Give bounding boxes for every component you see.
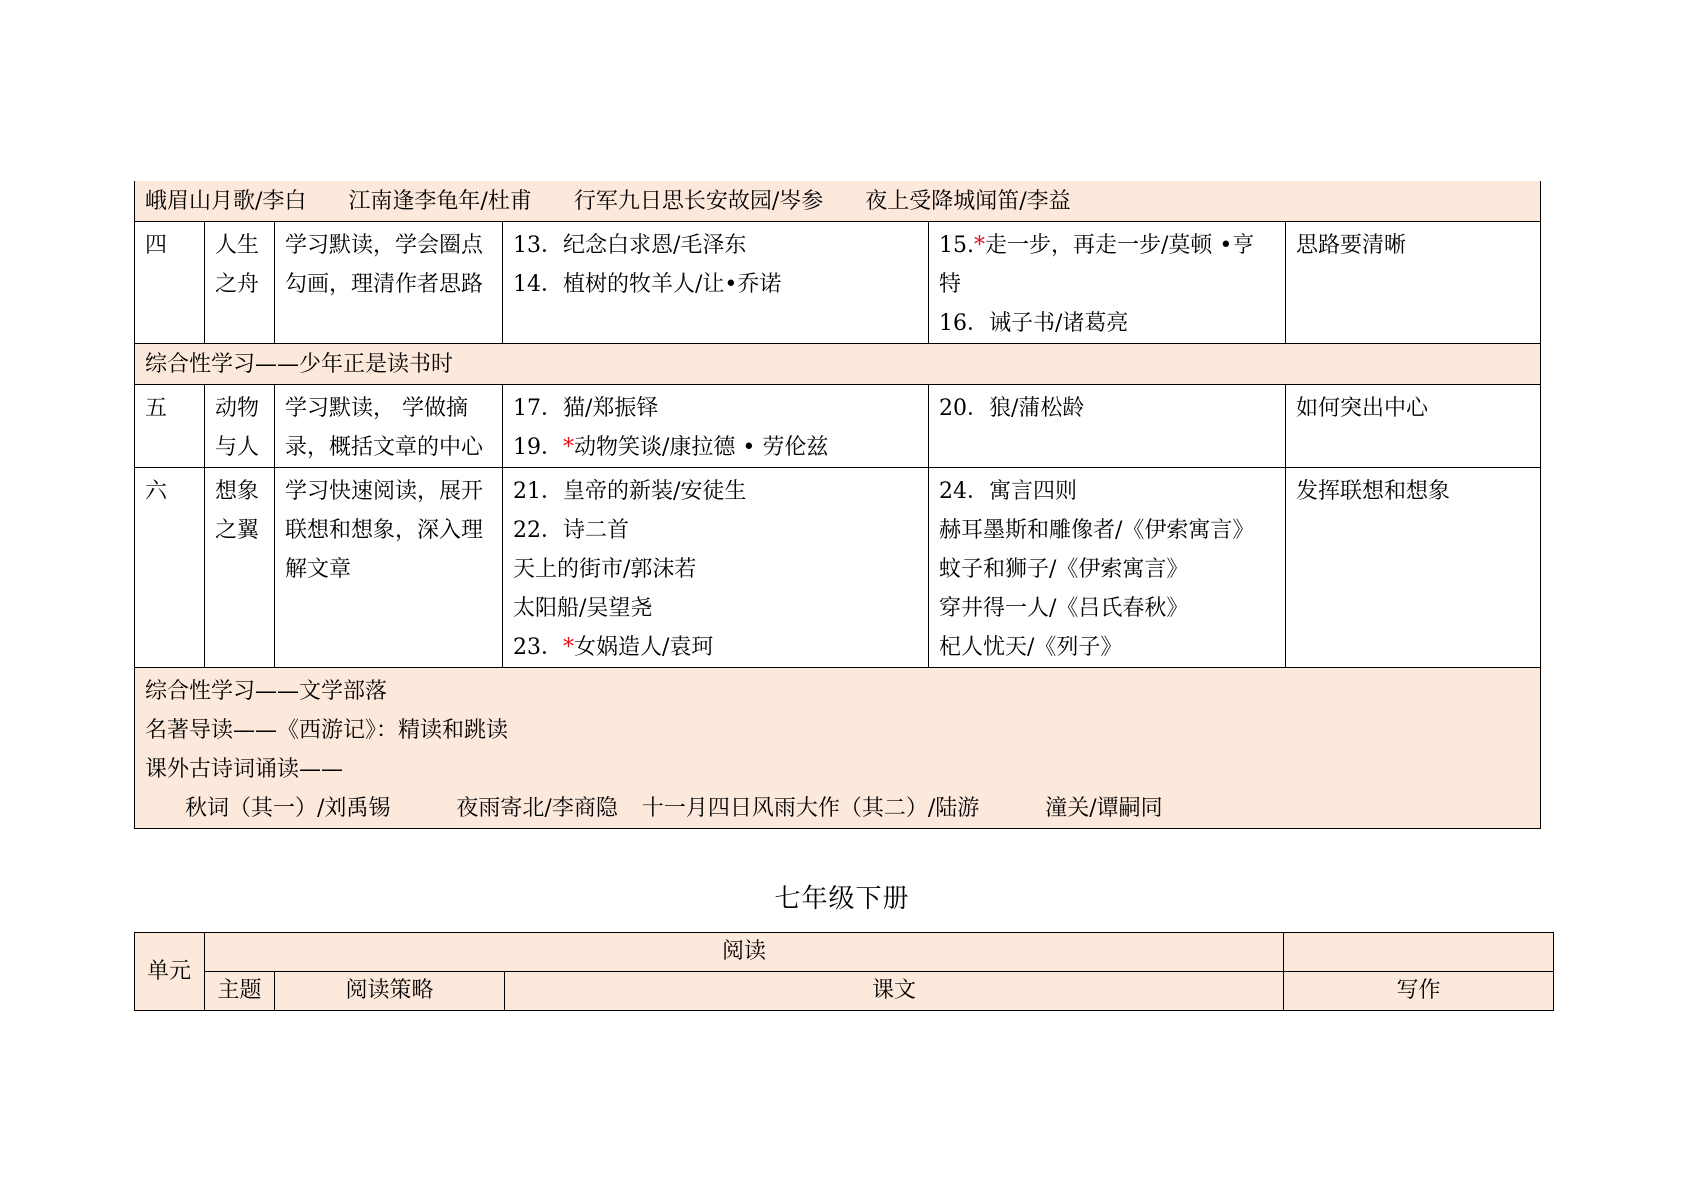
lesson-line (939, 226, 1275, 265)
lesson-text: 皇帝的新装/安徒生 (563, 479, 747, 504)
lesson-line (513, 265, 918, 304)
lesson-num: 16． (939, 311, 989, 336)
lessons-a (503, 385, 929, 468)
header-row-1 (135, 933, 1554, 972)
poem-item: 夜雨寄北/李商隐 (456, 796, 618, 821)
lesson-num: 17． (513, 396, 563, 421)
section-title: 七年级下册 (774, 884, 910, 914)
poem-item: 潼关/谭嗣同 (1045, 796, 1163, 821)
poem-item: 夜上受降城闻笛/李益 (865, 189, 1071, 214)
poem-item: 江南逢李龟年/杜甫 (348, 189, 532, 214)
lesson-line (513, 511, 918, 550)
strategy-line: 学习默读， 学做摘 (285, 396, 468, 421)
lesson-num: 24． (939, 479, 989, 504)
strategy-line: 录，概括文章的中心 (285, 435, 484, 460)
strategy-line: 学习默读，学会圈点 (285, 233, 484, 258)
curriculum-table-upper (134, 181, 1541, 829)
unit-row-6 (135, 468, 1541, 668)
lesson-num: 13． (513, 233, 563, 258)
bottom-band-cell (135, 668, 1541, 829)
writing-topic: 如何突出中心 (1286, 385, 1541, 468)
lesson-line (513, 550, 918, 589)
unit-theme (205, 222, 275, 344)
lesson-text: 诗二首 (563, 518, 630, 543)
lesson-text: 赫耳墨斯和雕像者/《伊索寓言》 (939, 518, 1255, 543)
asterisk-mark: * (563, 635, 574, 660)
lesson-text: 猫/郑振铎 (563, 396, 659, 421)
lesson-text: 诫子书/诸葛亮 (989, 311, 1129, 336)
strategy-line: 学习快速阅读，展开 (285, 479, 484, 504)
theme-line: 之舟 (215, 272, 260, 297)
poem-band-top (135, 181, 1541, 222)
lessons-a (503, 222, 929, 344)
lesson-line (939, 304, 1275, 343)
strategy-header: 阅读策略 (275, 972, 505, 1011)
lesson-line (939, 511, 1275, 550)
unit-number: 六 (135, 468, 205, 668)
writing-header: 写作 (1284, 972, 1554, 1011)
strategy-line: 勾画，理清作者思路 (285, 272, 484, 297)
asterisk-mark: * (974, 233, 985, 258)
lesson-line (939, 589, 1275, 628)
reading-strategy (275, 385, 503, 468)
lesson-text: 植树的牧羊人/让•乔诺 (563, 272, 782, 297)
bottom-band (135, 668, 1541, 829)
lessons-b (929, 468, 1286, 668)
lesson-line (513, 226, 918, 265)
blank-header (1284, 933, 1554, 972)
lesson-num: 14． (513, 272, 563, 297)
lesson-text: 寓言四则 (989, 479, 1078, 504)
theme-line: 动物 (215, 396, 260, 421)
lesson-line (939, 472, 1275, 511)
poem-item: 秋词（其一）/刘禹锡 (185, 796, 391, 821)
lesson-text: 纪念白求恩/毛泽东 (563, 233, 747, 258)
activity-line: 综合性学习——文学部落 (145, 679, 388, 704)
poem-item: 峨眉山月歌/李白 (145, 189, 307, 214)
unit-row-5 (135, 385, 1541, 468)
unit-number: 五 (135, 385, 205, 468)
poem-list (145, 789, 1530, 828)
asterisk-mark: * (563, 435, 574, 460)
lesson-text: 穿井得一人/《吕氏春秋》 (939, 596, 1189, 621)
lesson-text: 走一步，再走一步/莫顿 •亨 (985, 233, 1255, 258)
lesson-line (513, 589, 918, 628)
unit-row-4 (135, 222, 1541, 344)
lesson-text: 天上的街市/郭沫若 (513, 557, 697, 582)
lesson-line (939, 265, 1275, 304)
writing-topic: 发挥联想和想象 (1286, 468, 1541, 668)
lesson-line (939, 389, 1275, 428)
theme-line: 人生 (215, 233, 260, 258)
lesson-text: 蚊子和狮子/《伊索寓言》 (939, 557, 1189, 582)
lesson-text: 太阳船/吴望尧 (513, 596, 653, 621)
extra-poems-line: 课外古诗词诵读—— (145, 757, 344, 782)
lesson-text: 狼/蒲松龄 (989, 396, 1085, 421)
lesson-num: 19． (513, 435, 563, 460)
lesson-line (513, 389, 918, 428)
poem-item: 十一月四日风雨大作（其二）/陆游 (641, 796, 980, 821)
lesson-line (513, 628, 918, 667)
lesson-text: 动物笑谈/康拉德 • 劳伦兹 (574, 435, 829, 460)
unit-header: 单元 (135, 933, 205, 1011)
reading-strategy (275, 468, 503, 668)
lesson-num: 15. (939, 233, 974, 258)
lessons-b (929, 385, 1286, 468)
lesson-line (939, 550, 1275, 589)
theme-line: 想象 (215, 479, 260, 504)
lesson-text: 女娲造人/袁珂 (574, 635, 714, 660)
lessons-a (503, 468, 929, 668)
lesson-text: 特 (939, 272, 962, 297)
curriculum-table-lower-header (134, 932, 1554, 1011)
lesson-text: 杞人忧天/《列子》 (939, 635, 1123, 660)
theme-line: 之翼 (215, 518, 260, 543)
lesson-num: 22． (513, 518, 563, 543)
unit-theme (205, 385, 275, 468)
poem-item: 行军九日思长安故园/岑参 (573, 189, 824, 214)
lesson-line (513, 472, 918, 511)
lesson-line (513, 428, 918, 467)
lessons-header: 课文 (505, 972, 1284, 1011)
reading-header: 阅读 (205, 933, 1284, 972)
theme-header: 主题 (205, 972, 275, 1011)
lesson-num: 21． (513, 479, 563, 504)
activity-band-cell: 综合性学习——少年正是读书时 (135, 344, 1541, 385)
header-row-2 (135, 972, 1554, 1011)
unit-number: 四 (135, 222, 205, 344)
writing-topic: 思路要清晰 (1286, 222, 1541, 344)
lesson-num: 20． (939, 396, 989, 421)
strategy-line: 解文章 (285, 557, 352, 582)
strategy-line: 联想和想象，深入理 (285, 518, 484, 543)
reading-strategy (275, 222, 503, 344)
unit-theme (205, 468, 275, 668)
classic-reading-line: 名著导读——《西游记》：精读和跳读 (145, 718, 509, 743)
theme-line: 与人 (215, 435, 260, 460)
activity-band (135, 344, 1541, 385)
lesson-num: 23． (513, 635, 563, 660)
poem-band-cell (135, 181, 1541, 222)
lesson-line (939, 628, 1275, 667)
lessons-b (929, 222, 1286, 344)
